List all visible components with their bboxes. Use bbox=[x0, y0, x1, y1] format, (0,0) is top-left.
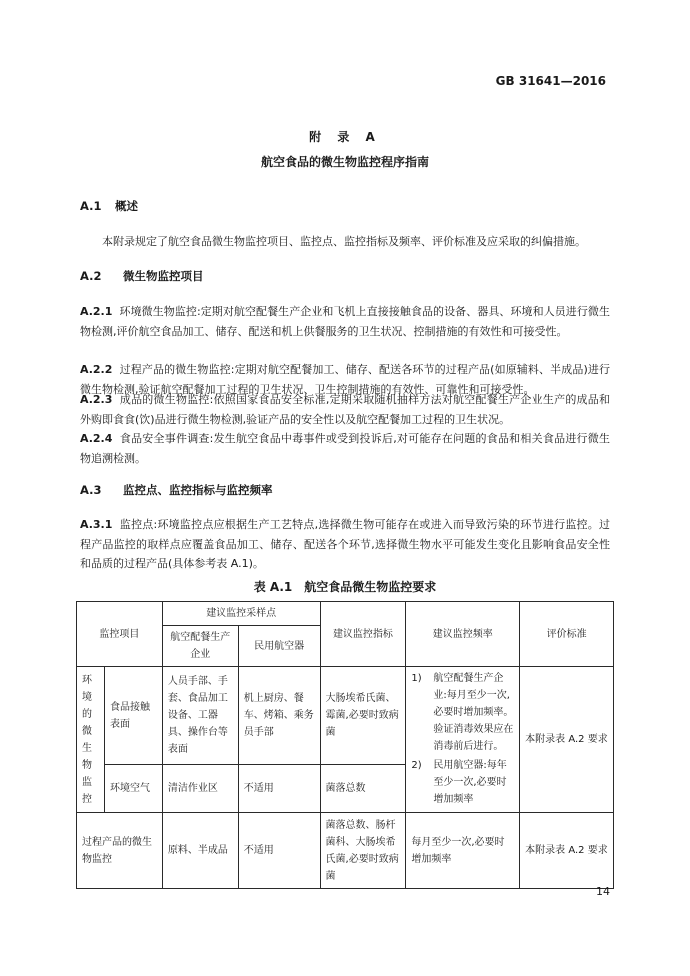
cell-indicator: 菌落总数 bbox=[320, 765, 406, 813]
cell-frequency: 每月至少一次,必要时增加频率 bbox=[406, 813, 520, 889]
clause-text: 监控点:环境监控点应根据生产工艺特点,选择微生物可能存在或进入而导致污染的环节进行监控。过程产品监控的取样点应覆盖食品加工、储存、配送各个环节,选择微生物水平可能发生变化且影响食品安全性和品质的过程产品(具体参考表 A.1)。 bbox=[80, 518, 610, 570]
section-a3-heading bbox=[80, 480, 610, 501]
header-standard: 评价标准 bbox=[520, 602, 614, 667]
cell-enterprise: 清洁作业区 bbox=[162, 765, 238, 813]
header-frequency: 建议监控频率 bbox=[406, 602, 520, 667]
frequency-item-number: 2) bbox=[411, 760, 422, 771]
appendix-label: 附 录 A bbox=[309, 130, 381, 144]
section-a1-body: 本附录规定了航空食品微生物监控项目、监控点、监控指标及频率、评价标准及应采取的纠偏措施。 bbox=[102, 235, 586, 248]
section-number: A.3 bbox=[80, 483, 102, 497]
cell-standard: 本附录表 A.2 要求 bbox=[520, 813, 614, 889]
section-title: 监控点、监控指标与监控频率 bbox=[123, 483, 273, 497]
header-indicator: 建议监控指标 bbox=[320, 602, 406, 667]
cell-aircraft: 不适用 bbox=[238, 813, 320, 889]
monitoring-table bbox=[76, 601, 614, 889]
table-row bbox=[77, 813, 614, 889]
env-group-label: 环境的微生物监控 bbox=[77, 667, 105, 813]
section-number: A.1 bbox=[80, 199, 102, 213]
clause-number: A.2.4 bbox=[80, 432, 113, 445]
clause-a21 bbox=[80, 302, 610, 341]
cell-aircraft: 机上厨房、餐车、烤箱、乘务员手部 bbox=[238, 667, 320, 765]
section-title: 微生物监控项目 bbox=[123, 269, 204, 283]
cell-aircraft: 不适用 bbox=[238, 765, 320, 813]
clause-text: 食品安全事件调查:发生航空食品中毒事件或受到投诉后,对可能存在问题的食品和相关食品进行微生物追溯检测。 bbox=[80, 432, 610, 465]
cell-env-frequency bbox=[406, 667, 520, 813]
frequency-item-text: 航空配餐生产企业:每月至少一次,必要时增加频率。验证消毒效果应在消毒前后进行。 bbox=[433, 673, 514, 752]
cell-indicator: 菌落总数、肠杆菌科、大肠埃希氏菌,必要时致病菌 bbox=[320, 813, 406, 889]
frequency-item-text: 民用航空器:每年至少一次,必要时增加频率 bbox=[433, 760, 507, 805]
frequency-item-number: 1) bbox=[411, 673, 422, 684]
section-number: A.2 bbox=[80, 269, 102, 283]
appendix-title: 航空食品的微生物监控程序指南 bbox=[260, 155, 429, 169]
clause-number: A.2.2 bbox=[80, 363, 113, 376]
cell-sub-item: 食品接触表面 bbox=[104, 667, 162, 765]
section-a1-heading bbox=[80, 196, 610, 217]
frequency-item bbox=[411, 670, 514, 755]
table-row bbox=[77, 667, 614, 765]
header-sampling-enterprise: 航空配餐生产企业 bbox=[162, 626, 238, 667]
header-sampling: 建议监控采样点 bbox=[162, 602, 320, 626]
table-header-row bbox=[77, 602, 614, 626]
clause-a31 bbox=[80, 515, 610, 574]
clause-number: A.2.3 bbox=[80, 393, 113, 406]
clause-number: A.2.1 bbox=[80, 305, 113, 318]
cell-sub-item: 环境空气 bbox=[104, 765, 162, 813]
cell-enterprise: 原料、半成品 bbox=[162, 813, 238, 889]
header-sampling-aircraft: 民用航空器 bbox=[238, 626, 320, 667]
frequency-item bbox=[411, 757, 514, 808]
clause-a23 bbox=[80, 390, 610, 429]
header-item: 监控项目 bbox=[77, 602, 163, 667]
section-title: 概述 bbox=[115, 199, 139, 213]
table-caption: 表 A.1 航空食品微生物监控要求 bbox=[253, 580, 437, 594]
cell-env-standard: 本附录表 A.2 要求 bbox=[520, 667, 614, 813]
cell-process-item: 过程产品的微生物监控 bbox=[77, 813, 163, 889]
clause-number: A.3.1 bbox=[80, 518, 113, 531]
document-code: GB 31641—2016 bbox=[495, 74, 606, 88]
page-number: 14 bbox=[596, 885, 610, 898]
clause-a24 bbox=[80, 429, 610, 468]
cell-indicator: 大肠埃希氏菌、霉菌,必要时致病菌 bbox=[320, 667, 406, 765]
section-a2-heading bbox=[80, 266, 610, 287]
clause-text: 环境微生物监控:定期对航空配餐生产企业和飞机上直接接触食品的设备、器具、环境和人员进行微生物检测,评价航空食品加工、储存、配送和机上供餐服务的卫生状况、控制措施的有效性和可接受性。 bbox=[80, 305, 610, 338]
appendix-heading bbox=[0, 128, 690, 170]
clause-text: 过程产品的微生物监控:定期对航空配餐加工、储存、配送各环节的过程产品(如原辅料、半成品)进行微生物检测,验证航空配餐加工过程的卫生状况、卫生控制措施的有效性、可靠性和可接受性。 bbox=[80, 363, 610, 396]
cell-enterprise: 人员手部、手套、食品加工设备、工器具、操作台等表面 bbox=[162, 667, 238, 765]
clause-text: 成品的微生物监控:依照国家食品安全标准,定期采取随机抽样方法对航空配餐生产企业生产的成品和外购即食食(饮)品进行微生物检测,验证产品的安全性以及航空配餐加工过程的卫生状况。 bbox=[80, 393, 610, 426]
